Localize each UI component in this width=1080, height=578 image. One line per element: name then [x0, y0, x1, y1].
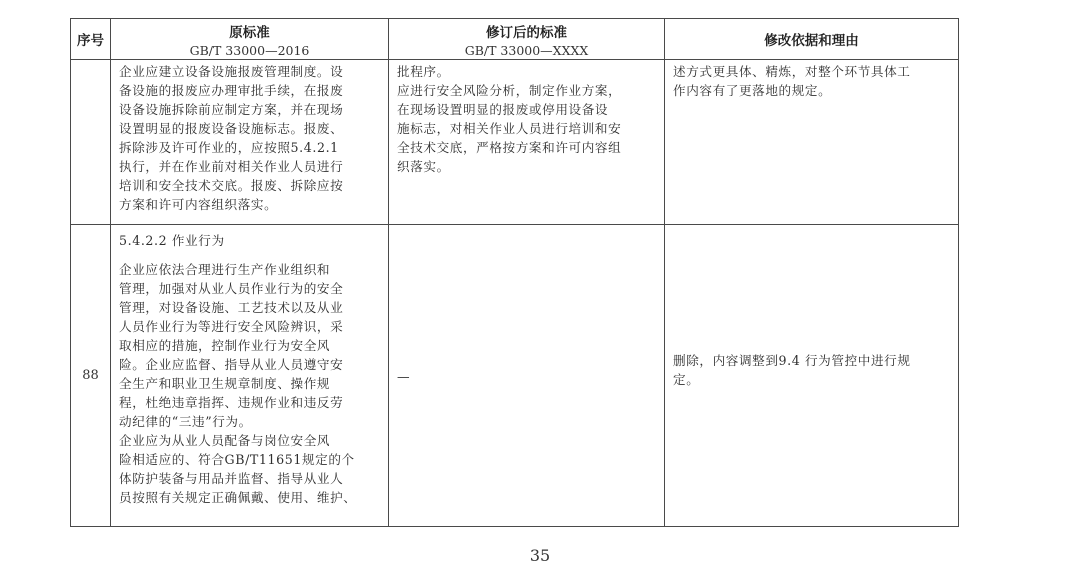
header-reason-label: 修改依据和理由 — [764, 33, 859, 49]
text-line: 批程序。 — [397, 64, 450, 79]
text-line: 程，杜绝违章指挥、违规作业和违反劳 — [119, 395, 344, 410]
header-original-label: 原标准 — [229, 24, 270, 41]
row2-seq-cell — [71, 225, 111, 527]
text-line: 全技术交底，严格按方案和许可内容组 — [397, 140, 622, 155]
text-line: 定。 — [673, 371, 700, 387]
header-seq-label: 序号 — [77, 33, 104, 49]
header-reason — [665, 19, 959, 60]
row2-original-text — [111, 225, 388, 507]
text-line: 体防护装备与用品并监督、指导从业人 — [119, 471, 344, 486]
text-line: 管理，加强对从业人员作业行为的安全 — [119, 281, 344, 296]
header-original-code: GB/T 33000—2016 — [189, 42, 310, 58]
row1-seq-cell — [71, 60, 111, 225]
revision-comparison-table — [70, 18, 959, 527]
row2-reason-text — [665, 349, 958, 389]
section-heading: 5.4.2.2 作业行为 — [119, 233, 225, 248]
text-line: 险。企业应监督、指导从业人员遵守安 — [119, 357, 344, 372]
row1-reason-cell — [665, 60, 959, 225]
table-row — [71, 60, 959, 225]
row1-original-text — [111, 60, 388, 214]
text-line: 全生产和职业卫生规章制度、操作规 — [119, 376, 331, 391]
text-line: 险相适应的、符合GB/T11651规定的个 — [119, 452, 355, 467]
text-line: 拆除涉及许可作业的，应按照5.4.2.1 — [119, 140, 339, 155]
row2-original-cell — [111, 225, 389, 527]
text-line: 施标志，对相关作业人员进行培训和安 — [397, 121, 622, 136]
header-revised-code: GB/T 33000—XXXX — [464, 42, 589, 58]
text-line: 动纪律的“三违”行为。 — [119, 414, 252, 429]
text-line: 取相应的措施，控制作业行为安全风 — [119, 338, 331, 353]
text-line: 企业应建立设备设施报废管理制度。设 — [119, 64, 344, 79]
row1-revised-text — [389, 60, 664, 176]
text-line: 述方式更具体、精炼，对整个环节具体工 — [673, 64, 911, 79]
text-line: 设备设施拆除前应制定方案，并在现场 — [119, 102, 344, 117]
row2-seq: 88 — [82, 368, 99, 383]
table-row — [71, 225, 959, 527]
text-line: 员按照有关规定正确佩戴、使用、维护、 — [119, 490, 357, 505]
text-line: 应进行安全风险分析，制定作业方案， — [397, 83, 622, 98]
row1-original-cell — [111, 60, 389, 225]
header-original — [111, 19, 389, 60]
text-line: 培训和安全技术交底。报废、拆除应按 — [119, 178, 344, 193]
text-line: 执行，并在作业前对相关作业人员进行 — [119, 159, 344, 174]
page-number: 35 — [529, 546, 551, 565]
text-line: 织落实。 — [397, 159, 450, 174]
text-line: 方案和许可内容组织落实。 — [119, 197, 278, 212]
text-line: 删除，内容调整到9.4 行为管控中进行规 — [673, 352, 911, 368]
text-line: 管理，对设备设施、工艺技术以及从业 — [119, 300, 344, 315]
text-line: 人员作业行为等进行安全风险辨识，采 — [119, 319, 344, 334]
em-dash-placeholder: — — [397, 369, 411, 384]
text-line: 在现场设置明显的报废或停用设备设 — [397, 102, 609, 117]
header-revised — [389, 19, 665, 60]
text-line: 设置明显的报废设备设施标志。报废、 — [119, 121, 344, 136]
table-header-row — [71, 19, 959, 60]
header-seq — [71, 19, 111, 60]
row2-reason-cell — [665, 225, 959, 527]
row2-revised-text — [389, 365, 664, 386]
row1-reason-text — [665, 60, 958, 100]
text-line: 企业应依法合理进行生产作业组织和 — [119, 262, 331, 277]
row1-revised-cell — [389, 60, 665, 225]
row2-revised-cell — [389, 225, 665, 527]
text-line: 作内容有了更落地的规定。 — [673, 83, 832, 98]
text-line: 企业应为从业人员配备与岗位安全风 — [119, 433, 331, 448]
header-revised-label: 修订后的标准 — [486, 24, 567, 41]
text-line: 备设施的报废应办理审批手续，在报废 — [119, 83, 344, 98]
